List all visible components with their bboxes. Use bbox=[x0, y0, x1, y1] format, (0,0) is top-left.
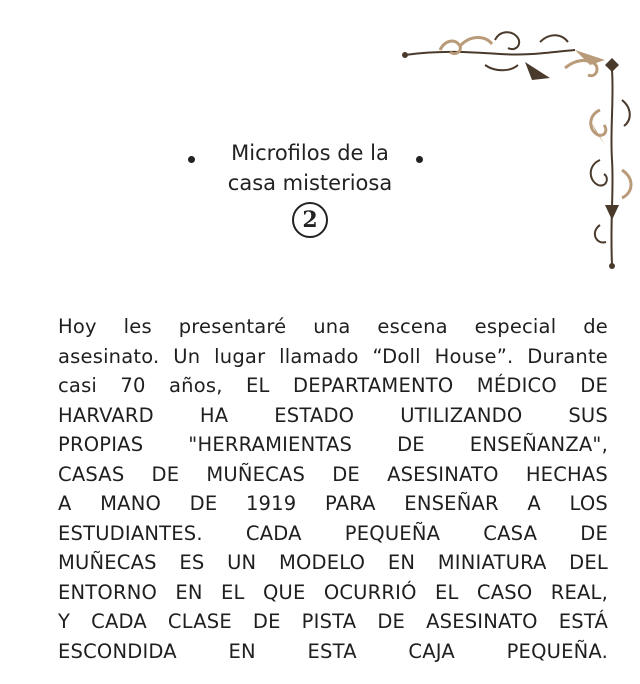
body-line: casi 70 años, EL DEPARTAMENTO MÉDICO DE bbox=[58, 374, 608, 397]
body-line: Y CADA CLASE DE PISTA DE ASESINATO ESTÁ bbox=[58, 610, 608, 633]
title-line-1: Microfilos de la bbox=[231, 141, 389, 165]
body-line: MUÑECAS ES UN MODELO EN MINIATURA DEL bbox=[58, 551, 608, 574]
body-line: asesinato. Un lugar llamado “Doll House”. Durante bbox=[58, 344, 608, 368]
title-block bbox=[150, 138, 470, 238]
body-line: HARVARD HA ESTADO UTILIZANDO SUS bbox=[58, 403, 608, 427]
body-line: ESTUDIANTES. CADA PEQUEÑA CASA DE bbox=[58, 521, 608, 545]
body-line: ENTORNO EN EL QUE OCURRIÓ EL CASO REAL, bbox=[58, 580, 608, 604]
circled-number-badge: 2 bbox=[292, 202, 328, 238]
body-paragraph bbox=[58, 312, 608, 666]
body-line: A MANO DE 1919 PARA ENSEÑAR A LOS bbox=[58, 492, 608, 515]
body-line: CASAS DE MUÑECAS DE ASESINATO HECHAS bbox=[58, 462, 608, 486]
body-line: Hoy les presentaré una escena especial de bbox=[58, 315, 608, 338]
title-line-2: casa misteriosa bbox=[227, 171, 393, 195]
body-line: PROPIAS "HERRAMIENTAS DE ENSEÑANZA", bbox=[58, 433, 608, 456]
body-line: ESCONDIDA EN ESTA CAJA PEQUEÑA. bbox=[58, 639, 608, 663]
